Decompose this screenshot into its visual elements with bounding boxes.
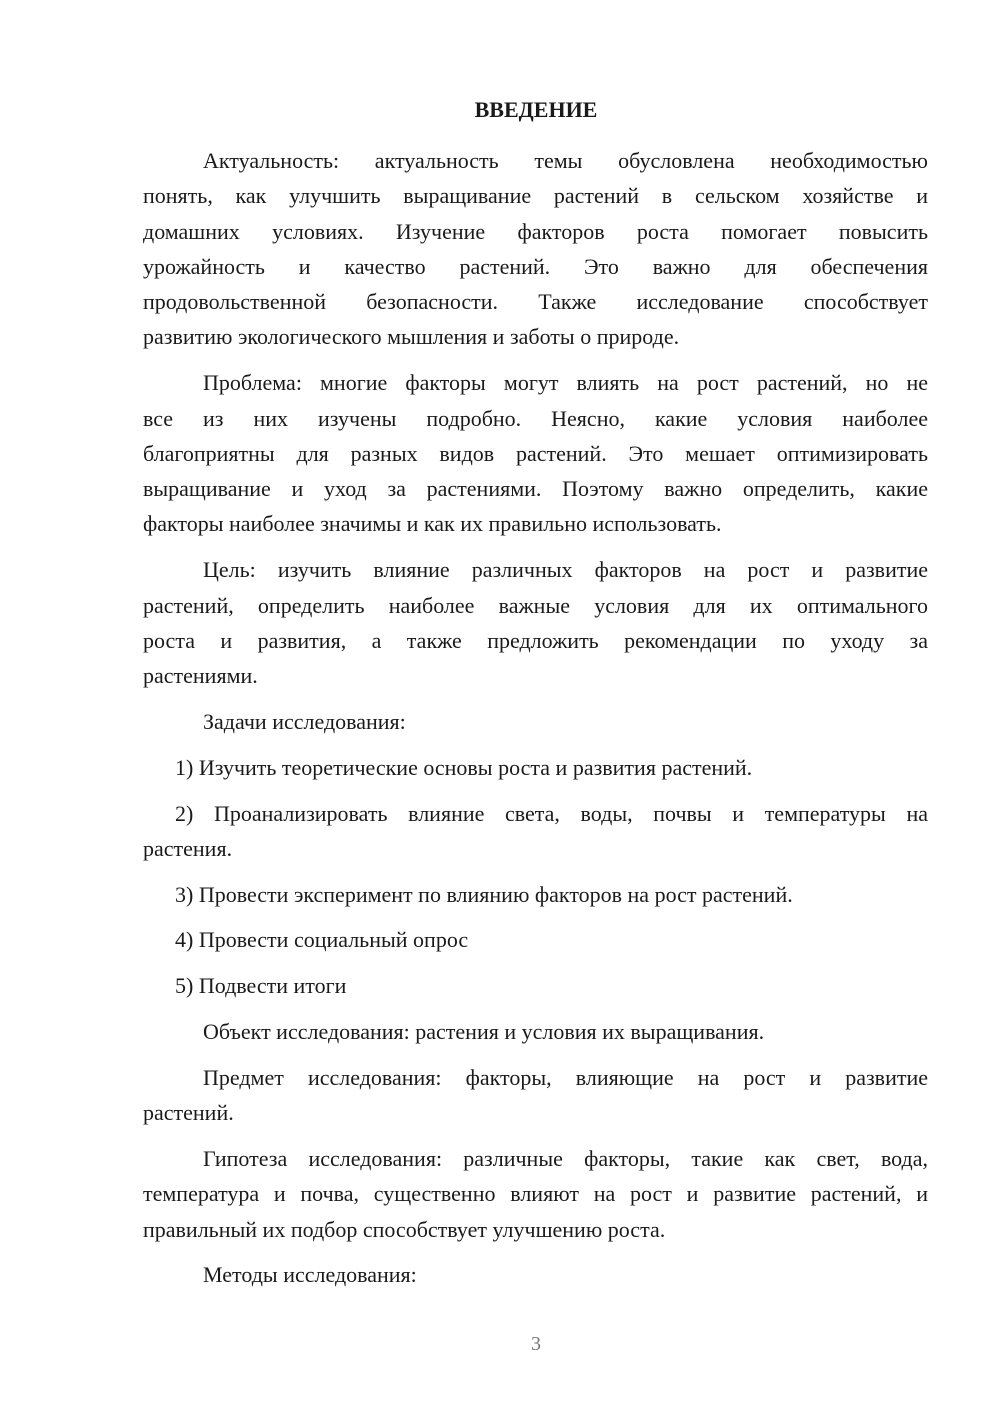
text-line: 3) Провести эксперимент по влиянию факторов на рост растений. <box>175 881 793 907</box>
text-line: 5) Подвести итоги <box>175 973 347 999</box>
text-line: домашних условиях. Изучение факторов роста помогает повысить <box>143 218 928 244</box>
text-line: Актуальность: актуальность темы обусловлена необходимостью <box>203 148 928 173</box>
text-line: урожайность и качество растений. Это важно для обеспечения <box>143 253 928 279</box>
paragraph <box>143 1141 928 1247</box>
list-item <box>143 796 928 867</box>
list-item <box>143 877 928 912</box>
text-line: Проблема: многие факторы могут влиять на рост растений, но не <box>203 370 928 396</box>
text-line: Цель: изучить влияние различных факторов на рост и развитие <box>203 557 928 583</box>
text-line: Задачи исследования: <box>203 708 406 734</box>
text-line: 4) Провести социальный опрос <box>175 927 469 953</box>
text-line: Объект исследования: растения и условия их выращивания. <box>203 1019 765 1045</box>
text-line: правильный их подбор способствует улучшению роста. <box>143 1216 666 1242</box>
text-line: растения. <box>143 835 233 861</box>
document-body <box>143 143 928 1303</box>
text-line: температура и почва, существенно влияют на рост и развитие растений, и <box>143 1181 928 1207</box>
text-line: развитию экологического мышления и заботы о природе. <box>143 324 680 350</box>
paragraph <box>143 552 928 693</box>
text-line: 2) Проанализировать влияние света, воды, почвы и температуры на <box>175 800 928 826</box>
page-title: ВВЕДЕНИЕ <box>474 97 598 122</box>
text-line: Предмет исследования: факторы, влияющие на рост и развитие <box>203 1064 928 1090</box>
paragraph <box>143 1060 928 1131</box>
text-line: благоприятны для разных видов растений. Это мешает оптимизировать <box>143 440 928 466</box>
list-item <box>143 968 928 1003</box>
paragraph <box>143 365 928 541</box>
text-line: Методы исследования: <box>203 1262 417 1288</box>
text-line: растений. <box>143 1100 234 1126</box>
paragraph <box>143 1014 928 1049</box>
list-item <box>143 750 928 785</box>
text-line: факторы наиболее значимы и как их правильно использовать. <box>143 511 722 537</box>
text-line: 1) Изучить теоретические основы роста и развития растений. <box>175 754 753 780</box>
paragraph <box>143 1257 928 1292</box>
list-item <box>143 922 928 957</box>
text-line: продовольственной безопасности. Также исследование способствует <box>143 289 928 315</box>
text-line: все из них изучены подробно. Неясно, какие условия наиболее <box>143 405 928 431</box>
page-number: 3 <box>531 1333 541 1355</box>
text-line: растений, определить наиболее важные условия для их оптимального <box>143 592 928 618</box>
text-line: понять, как улучшить выращивание растений в сельском хозяйстве и <box>143 183 928 209</box>
paragraph <box>143 143 928 355</box>
text-line: роста и развития, а также предложить рекомендации по уходу за <box>143 627 928 653</box>
text-line: растениями. <box>143 663 258 689</box>
text-line: выращивание и уход за растениями. Поэтому важно определить, какие <box>143 476 928 502</box>
text-line: Гипотеза исследования: различные факторы, такие как свет, вода, <box>203 1145 928 1171</box>
paragraph <box>143 704 928 739</box>
